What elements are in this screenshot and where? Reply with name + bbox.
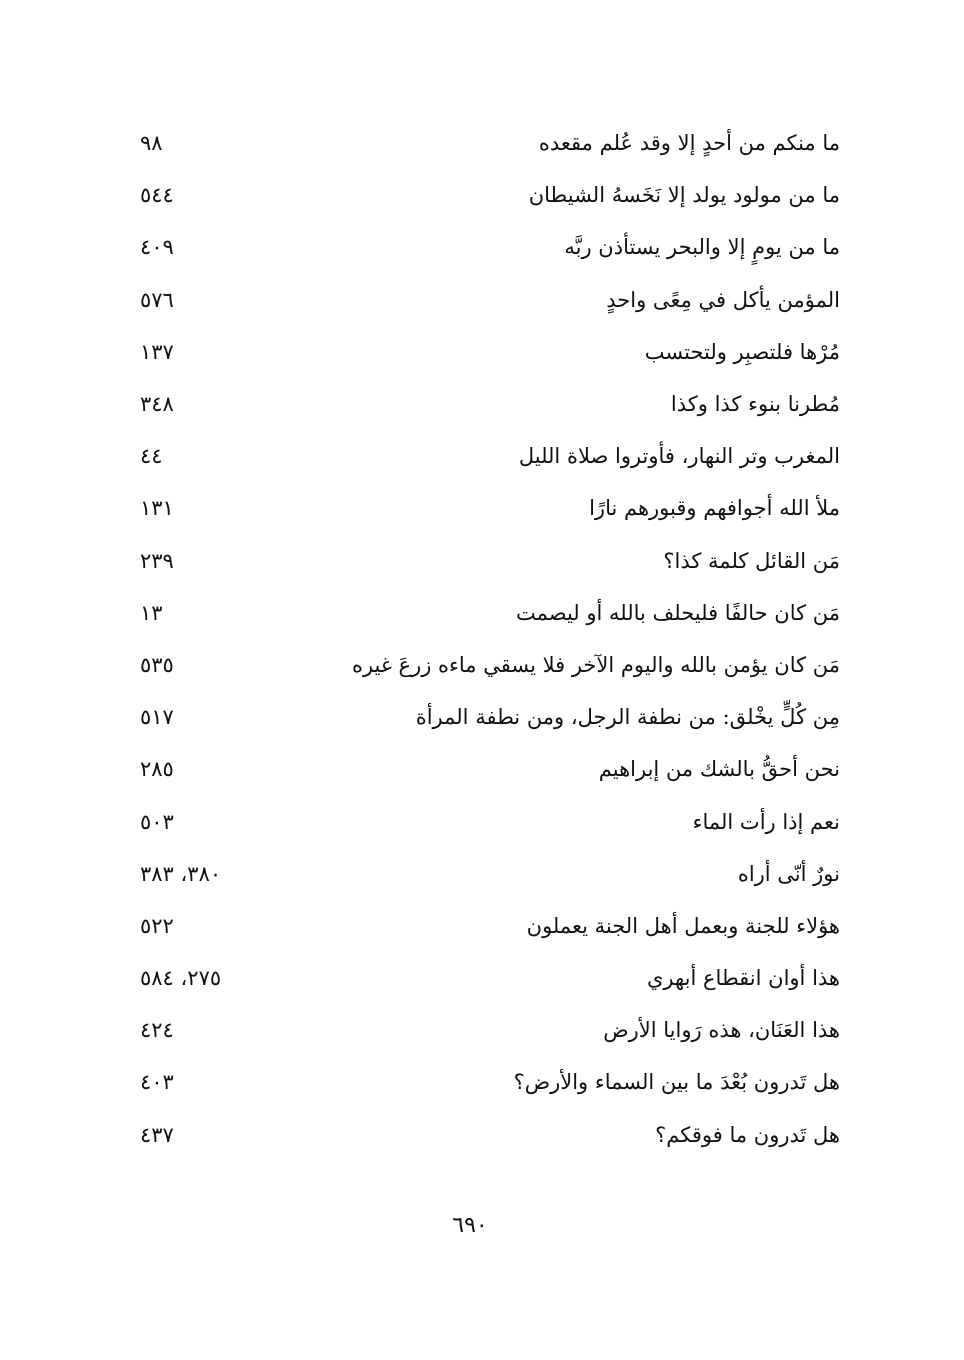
entry-text: هذا العَنَان، هذه رَوايا الأرض — [603, 1018, 840, 1043]
entry-text: هل تَدرون بُعْدَ ما بين السماء والأرض؟ — [513, 1070, 840, 1095]
entry-text: نورٌ أنّى أراه — [737, 861, 840, 886]
entry-text: مَن كان حالفًا فليحلف بالله أو ليصمت — [515, 600, 840, 625]
entry-page-refs: ٢٣٩ — [140, 548, 174, 573]
entry-page-refs: ٥٧٦ — [140, 287, 174, 312]
entry-page-refs: ١٣٧ — [140, 339, 174, 364]
entry-page-refs: ٤٠٩ — [140, 235, 174, 260]
index-entry — [130, 221, 840, 273]
entry-text: هؤلاء للجنة وبعمل أهل الجنة يعملون — [526, 913, 840, 938]
index-entry — [130, 1109, 840, 1161]
index-entry — [130, 848, 840, 900]
index-entry — [130, 535, 840, 587]
entry-page-refs: ٤٤ — [140, 444, 163, 469]
index-entry — [130, 430, 840, 482]
entry-page-refs: ٢٧٥، ٥٨٤ — [140, 966, 222, 991]
index-entry — [130, 639, 840, 691]
entry-page-refs: ٤٣٧ — [140, 1122, 174, 1147]
entry-page-refs: ٢٨٥ — [140, 757, 174, 782]
index-entry — [130, 482, 840, 534]
entry-page-refs: ٣٨٠، ٣٨٣ — [140, 861, 222, 886]
entry-page-refs: ٤٠٣ — [140, 1070, 174, 1095]
entry-text: مَن كان يؤمن بالله واليوم الآخر فلا يسقي ماءه زرعَ غيره — [351, 652, 840, 677]
entry-text: المغرب وتر النهار، فأوتروا صلاة الليل — [518, 444, 840, 469]
index-entry — [130, 691, 840, 743]
hadith-index-list — [130, 117, 840, 1161]
entry-text: نعم إذا رأت الماء — [692, 809, 840, 834]
index-entry — [130, 952, 840, 1004]
entry-text: نحن أحقُّ بالشك من إبراهيم — [598, 757, 840, 782]
index-entry — [130, 743, 840, 795]
index-entry — [130, 1004, 840, 1056]
index-entry — [130, 274, 840, 326]
entry-page-refs: ٥٣٥ — [140, 652, 174, 677]
index-entry — [130, 326, 840, 378]
entry-text: مَن القائل كلمة كذا؟ — [663, 548, 840, 573]
entry-page-refs: ٥٤٤ — [140, 183, 174, 208]
entry-page-refs: ٤٢٤ — [140, 1018, 174, 1043]
entry-text: ما من مولود يولد إلا نَخَسهُ الشيطان — [528, 183, 840, 208]
index-entry — [130, 900, 840, 952]
entry-text: هذا أوان انقطاع أبهري — [646, 966, 840, 991]
entry-text: ما من يومٍ إلا والبحر يستأذن ربَّه — [564, 235, 840, 260]
entry-text: مُطرنا بنوء كذا وكذا — [670, 392, 840, 417]
index-entry — [130, 795, 840, 847]
entry-page-refs: ١٣١ — [140, 496, 174, 521]
entry-text: مُرْها فلتصبِر ولتحتسب — [644, 339, 840, 364]
entry-page-refs: ١٣ — [140, 600, 163, 625]
entry-page-refs: ٩٨ — [140, 131, 163, 156]
entry-text: هل تَدرون ما فوقكم؟ — [655, 1122, 840, 1147]
entry-page-refs: ٥٢٢ — [140, 913, 174, 938]
index-entry — [130, 378, 840, 430]
index-entry — [130, 1056, 840, 1108]
page-number: ٦٩٠ — [452, 1213, 488, 1238]
entry-text: مِن كُلٍّ يخْلق: من نطفة الرجل، ومن نطفة المرأة — [415, 705, 840, 730]
entry-text: ملأ الله أجوافهم وقبورهم نارًا — [589, 496, 840, 521]
index-entry — [130, 587, 840, 639]
entry-page-refs: ٥١٧ — [140, 705, 174, 730]
entry-page-refs: ٥٠٣ — [140, 809, 174, 834]
index-entry — [130, 169, 840, 221]
index-entry — [130, 117, 840, 169]
entry-text: المؤمن يأكل في مِعًى واحدٍ — [606, 287, 840, 312]
entry-text: ما منكم من أحدٍ إلا وقد عُلم مقعده — [538, 131, 840, 156]
entry-page-refs: ٣٤٨ — [140, 392, 174, 417]
